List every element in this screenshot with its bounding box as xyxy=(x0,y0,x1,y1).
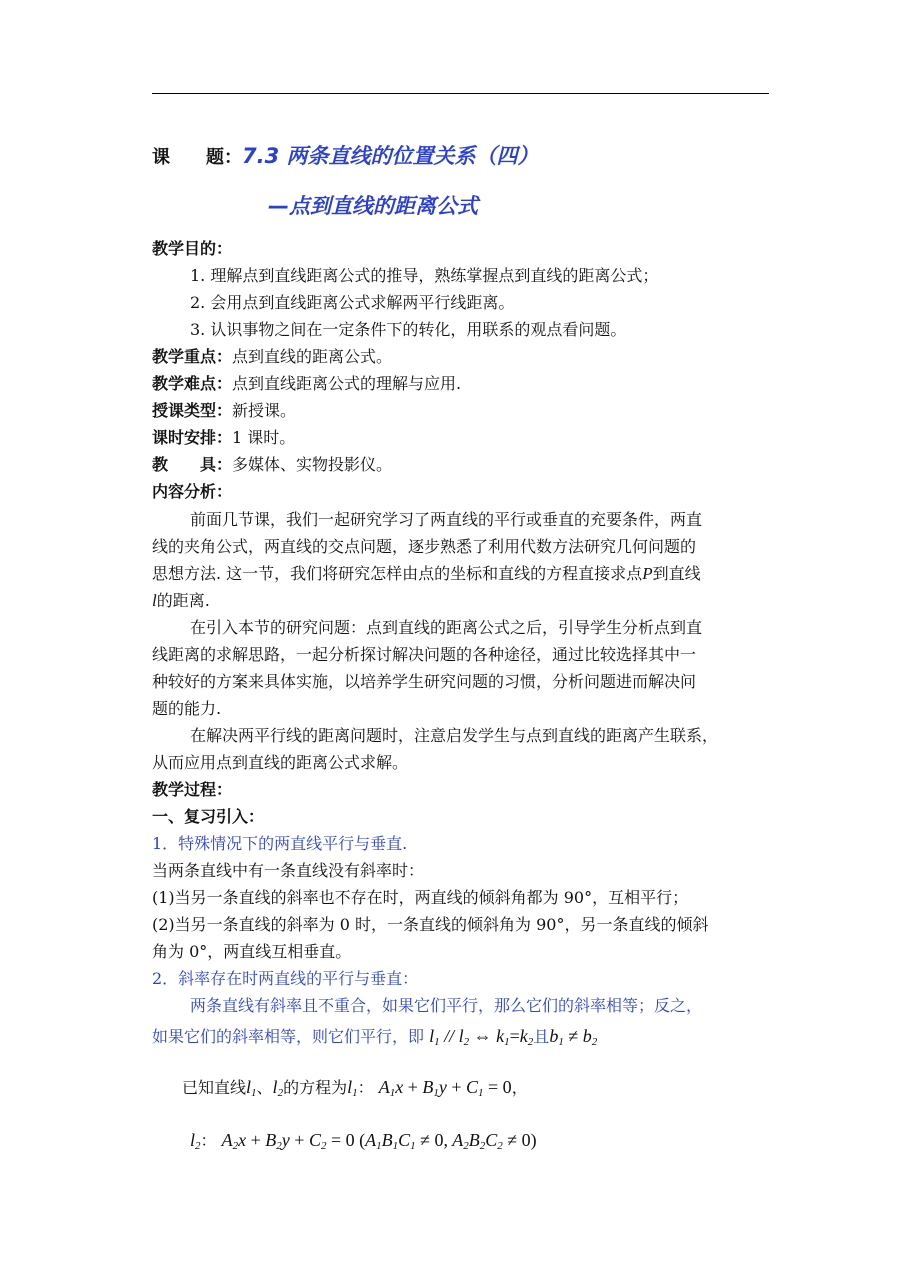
header-rule xyxy=(152,93,769,94)
lesson-type-value: 新授课。 xyxy=(232,401,297,420)
analysis-p3-line: 从而应用点到直线的距离公式求解。 xyxy=(152,753,409,772)
difficulty-label: 教学难点： xyxy=(152,374,233,393)
var-l2: $l_2$ xyxy=(190,1130,201,1152)
difficulty-value: 点到直线距离公式的理解与应用. xyxy=(232,374,462,393)
key-point-value: 点到直线的距离公式。 xyxy=(232,347,393,366)
item1-line: (2)当另一条直线的斜率为 0 时，一条直线的倾斜角为 90°，另一条直线的倾斜 xyxy=(152,915,709,934)
schedule-row xyxy=(152,425,295,448)
analysis-p1-text: 思想方法. 这一节，我们将研究怎样由点的坐标和直线的方程直接求点 xyxy=(152,564,643,583)
item2-title: 2．斜率存在时两直线的平行与垂直： xyxy=(152,969,419,988)
var-l: l xyxy=(152,591,157,610)
lesson-type-label: 授课类型： xyxy=(152,401,233,420)
analysis-p2-line: 种较好的方案来具体实施，以培养学生研究问题的习惯，分析问题进而解决问 xyxy=(152,672,697,691)
item1-line: (1)当另一条直线的斜率也不存在时，两直线的倾斜角都为 90°，互相平行； xyxy=(152,888,689,907)
given-text: 已知直线 xyxy=(182,1078,247,1097)
line1-equation: $A_1x + B_1y + C_1 = 0$ xyxy=(378,1077,512,1099)
title-row xyxy=(152,140,539,170)
objectives-heading: 教学目的： xyxy=(152,239,233,258)
analysis-p2-line: 题的能力. xyxy=(152,699,222,718)
analysis-p2-line: 在引入本节的研究问题：点到直线的距离公式之后，引导学生分析点到直 xyxy=(190,618,703,637)
var-l2: $l_2$ xyxy=(272,1077,284,1099)
analysis-p1-line-with-var xyxy=(152,588,210,611)
item2-line1: 两条直线有斜率且不重合，如果它们平行，那么它们的斜率相等；反之， xyxy=(190,996,703,1015)
var-l1: $l_1$ xyxy=(347,1077,358,1099)
given-text: 的方程为 xyxy=(283,1078,348,1097)
objective-item: 3. 认识事物之间在一定条件下的转化，用联系的观点看问题。 xyxy=(190,320,627,339)
difficulty-row xyxy=(152,371,461,394)
analysis-p2-line: 线距离的求解思路，一起分析探讨解决问题的各种途径，通过比较选择其中一 xyxy=(152,645,697,664)
analysis-p3-line: 在解决两平行线的距离问题时，注意启发学生与点到直线的距离产生联系， xyxy=(190,726,719,745)
analysis-p1-line-with-var xyxy=(152,561,701,584)
parallel-formula: $l_1 // l_2$ ⇔ $k_1=k_2$ xyxy=(429,1026,534,1048)
tools-label: 教 具： xyxy=(152,455,233,474)
tools-value: 多媒体、实物投影仪。 xyxy=(232,455,393,474)
schedule-value: 1 课时。 xyxy=(232,428,296,447)
schedule-label: 课时安排： xyxy=(152,428,233,447)
objective-item: 1. 理解点到直线距离公式的推导，熟练掌握点到直线的距离公式； xyxy=(190,266,659,285)
given-tail: ， xyxy=(511,1078,528,1097)
analysis-p1-line: 前面几节课，我们一起研究学习了两直线的平行或垂直的充要条件，两直 xyxy=(190,510,703,529)
objective-item: 2. 会用点到直线距离公式求解两平行线距离。 xyxy=(190,293,515,312)
formula-and: 且 xyxy=(533,1027,550,1046)
given-lines-row xyxy=(182,1075,528,1099)
var-l1: $l_1$ xyxy=(246,1077,257,1099)
key-point-label: 教学重点： xyxy=(152,347,233,366)
analysis-p1-line: 线的夹角公式，两直线的交点问题，逐步熟悉了利用代数方法研究几何问题的 xyxy=(152,537,697,556)
process-heading: 教学过程： xyxy=(152,780,233,799)
line2-row xyxy=(190,1128,537,1152)
given-sep: 、 xyxy=(256,1078,273,1097)
lesson-type-row xyxy=(152,398,296,421)
l2-colon: ： xyxy=(200,1131,217,1150)
analysis-p1-text: 的距离. xyxy=(156,591,210,610)
title-label: 课 题： xyxy=(152,147,242,168)
item1-title: 1．特殊情况下的两直线平行与垂直. xyxy=(152,834,408,853)
tools-row xyxy=(152,452,392,475)
item2-line2 xyxy=(152,1024,597,1048)
title-sub: —点到直线的距离公式 xyxy=(268,194,478,218)
key-point-row xyxy=(152,344,392,367)
var-P: P xyxy=(642,564,653,583)
title-main: 7.3 两条直线的位置关系（四） xyxy=(242,144,539,168)
given-colon: ： xyxy=(357,1078,374,1097)
analysis-p1-text: 到直线 xyxy=(652,564,701,583)
item2-line2-text: 如果它们的斜率相等，则它们平行，即 xyxy=(152,1027,425,1046)
intercept-formula: $b_1 \ne b_2$ xyxy=(549,1026,598,1048)
analysis-heading: 内容分析： xyxy=(152,482,233,501)
item1-line: 角为 0°，两直线互相垂直。 xyxy=(152,942,352,961)
item1-line: 当两条直线中有一条直线没有斜率时： xyxy=(152,861,425,880)
line2-equation: $A_2x + B_2y + C_2 = 0$ ($A_1B_1C_1 \ne 0$, $A_2B_2C_2 \ne 0$) xyxy=(221,1130,537,1152)
section-1-heading: 一、复习引入： xyxy=(152,807,265,826)
